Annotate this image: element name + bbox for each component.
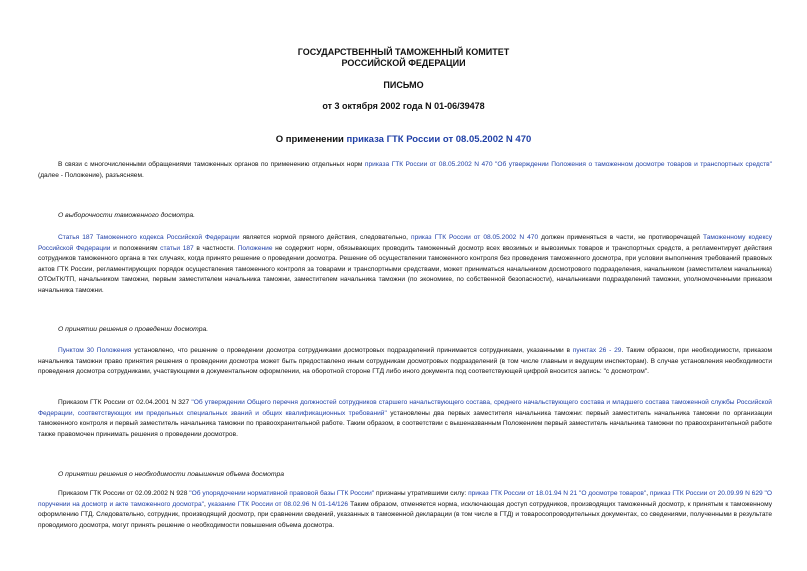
s2-text-1: установлено, что решение о проведении досмотра сотрудниками досмотровых подразделений принимается сотрудниками, указанными в xyxy=(131,347,573,354)
link-instruction-126[interactable]: указание ГТК России от 08.02.96 N 01-14/126 xyxy=(207,500,349,508)
section3-paragraph xyxy=(38,489,772,531)
s1-text-3: и положениям xyxy=(110,244,161,252)
org-name-line2: РОССИЙСКОЙ ФЕДЕРАЦИИ xyxy=(341,58,466,68)
s1-text-2: должен применяться в части, не противоречащей xyxy=(538,234,703,241)
section-heading-increase-volume: О принятии решения о необходимости повышения объема досмотра xyxy=(58,471,285,478)
link-order-327[interactable]: "Об утверждении Общего перечня должностей сотрудников старшего начальствующего состава, среднего начальствующего состава и младшего состава таможенной службы Российской Федерации, соответствующих им предельных специальных званий и общих квалификационных требований" xyxy=(38,399,772,417)
s1-text-1: является нормой прямого действия, следовательно, xyxy=(239,234,412,241)
intro-paragraph xyxy=(38,160,772,181)
section1-paragraph xyxy=(38,233,772,297)
section-heading-selectivity: О выборочности таможенного досмотра. xyxy=(58,212,196,219)
s3-text-5: Таким образом, отменяется норма, исключающая доступ сотрудников, производящих таможенный досмотр, к принятым к таможенному оформлению ГТД. Следовательно, сотрудник, производящий досмотр, при сравнении сведений, указанных в таможенной декларации (в том числе в ГТД) и товаросопроводительных документах, со сведениями, полученными в результате проводимого досмотра, могут принять решение о необходимости повышения объема досмотра. xyxy=(38,500,772,529)
section2-paragraph2 xyxy=(38,398,772,440)
intro-link-order-470[interactable]: приказа ГТК России от 08.05.2002 N 470 "Об утверждении Положения о таможенном досмотре товаров и транспортных средств" xyxy=(364,161,772,168)
link-order-629[interactable]: приказ ГТК России от 20.09.99 N 629 "О поручении на досмотр и акте таможенного досмотра" xyxy=(38,490,772,508)
document-date-number: от 3 октября 2002 года N 01-06/39478 xyxy=(322,101,485,111)
org-name-line1: ГОСУДАРСТВЕННЫЙ ТАМОЖЕННЫЙ КОМИТЕТ xyxy=(297,47,510,57)
link-article-187-short[interactable]: статьи 187 xyxy=(160,244,194,252)
link-order-21[interactable]: приказ ГТК России от 18.01.94 N 21 "О досмотре товаров" xyxy=(468,490,647,497)
s1-text-5: не содержит норм, обязывающих проводить таможенный досмотр всех ввозимых и вывозимых товаров и транспортных средств, а регламентирует действия сотрудников таможенного органа в тех случаях, когда принято решение о проведении досмотра. Решение об осуществлении таможенного контроля без проведения таможенного досмотра, при условии выполнения требований правовых актов ГТК России, регламентирующих порядок осуществления таможенного контроля за товарами и транспортными средствами, может приниматься начальником досмотрового подразделения, начальником (заместителем начальника) ОТОиТК/ТП, начальником таможни, первым заместителем начальника таможни, заместителем начальника таможни (по экономике, по собственной безопасности), начальниками подразделений таможни, уполномоченными приказом начальника таможни. xyxy=(38,244,772,294)
link-clause-30[interactable]: Пунктом 30 Положения xyxy=(58,347,132,354)
link-order-470[interactable]: приказ ГТК России от 08.05.2002 N 470 xyxy=(411,234,539,241)
s2p2-text-2: установлены два первых заместителя начальника таможни: первый заместитель начальника таможни по организации таможенного контроля и первый заместитель начальника таможни по правоохранительной работе. Таким образом, в соответствии с вышеназванным Положением первый заместитель начальника таможни по правоохранительной работе также правомочен принимать решения о проведении досмотров. xyxy=(38,409,773,438)
link-article-187[interactable]: Статья 187 Таможенного кодекса Российской Федерации xyxy=(58,234,240,241)
intro-text-2: (далее - Положение), разъясняем. xyxy=(38,171,144,179)
s3-text-2: признаны утратившими силу: xyxy=(374,490,469,497)
link-order-928[interactable]: "Об упорядочении нормативной правовой базы ГТК России" xyxy=(189,490,375,497)
link-customs-code[interactable]: Таможенному кодексу Российской Федерации xyxy=(38,234,773,252)
intro-text-1: В связи с многочисленными обращениями таможенных органов по применению отдельных норм xyxy=(58,161,365,168)
link-regulation[interactable]: Положение xyxy=(237,244,273,252)
s2p2-text-1: Приказом ГТК России от 02.04.2001 N 327 xyxy=(58,399,192,406)
s3-text-3: , xyxy=(646,490,650,497)
s3-text-1: Приказом ГТК России от 02.09.2002 N 928 xyxy=(58,490,190,497)
document-title xyxy=(0,134,807,145)
section2-paragraph1 xyxy=(38,346,772,378)
s1-text-4: в частности. xyxy=(193,244,238,252)
section-heading-decision: О принятии решения о проведении досмотра. xyxy=(58,326,209,333)
title-link[interactable]: приказа ГТК России от 08.05.2002 N 470 xyxy=(346,134,532,145)
s3-text-4: , xyxy=(203,500,208,508)
link-clauses-26-29[interactable]: пунктах 26 - 29 xyxy=(572,347,622,354)
title-prefix: О применении xyxy=(275,134,347,145)
document-type: ПИСЬМО xyxy=(383,80,424,90)
s2-text-2: . Таким образом, при необходимости, приказом начальника таможни право принятия решения о проведении досмотра может быть предоставлено иным сотрудникам досмотровых подразделений (в том числе главным и ведущим инспекторам). В случае установления необходимости проведения досмотра сотрудниками, участвующими в документальном оформлении, на оборотной стороне ГТД либо иного документа под соответствующей цифрой вносится запись: "с досмотром". xyxy=(38,347,773,376)
